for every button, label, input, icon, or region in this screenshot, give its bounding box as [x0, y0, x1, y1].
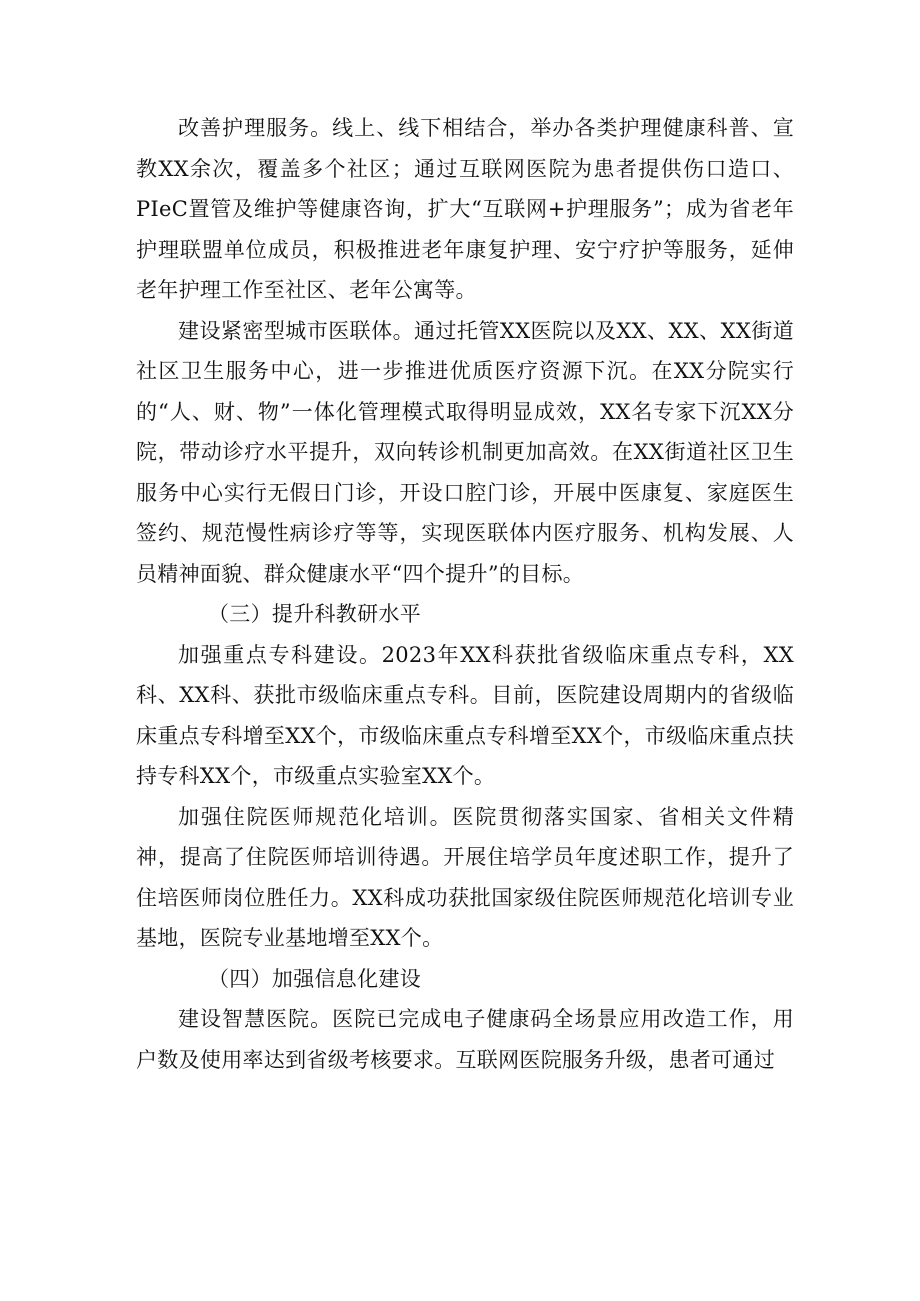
paragraph-smart-hospital: 建设智慧医院。医院已完成电子健康码全场景应用改造工作，用户数及使用率达到省级考核要求。互联网医院服务升级，患者可通过 [136, 1007, 794, 1072]
section-heading-research: （三）提升科教研水平 [208, 602, 421, 626]
paragraph-key-specialties: 加强重点专科建设。2023年XX科获批省级临床重点专科，XX科、XX科、获批市级临床重点专科。目前，医院建设周期内的省级临床重点专科增至XX个，市级临床重点专科增至XX个，市级临床重点扶持专科XX个，市级重点实验室XX个。 [136, 642, 794, 788]
paragraph-medical-consortium: 建设紧密型城市医联体。通过托管XX医院以及XX、XX、XX街道社区卫生服务中心，进一步推进优质医疗资源下沉。在XX分院实行的“人、财、物”一体化管理模式取得明显成效，XX名专家下沉XX分院，带动诊疗水平提升，双向转诊机制更加高效。在XX街道社区卫生服务中心实行无假日门诊，开设口腔门诊，开展中医康复、家庭医生签约、规范慢性病诊疗等等，实现医联体内医疗服务、机构发展、人员精神面貌、群众健康水平“四个提升”的目标。 [136, 318, 794, 586]
paragraph-nursing-service: 改善护理服务。线上、线下相结合，举办各类护理健康科普、宣教XX余次，覆盖多个社区；通过互联网医院为患者提供伤口造口、PIeC置管及维护等健康咨询，扩大“互联网+护理服务”；成为省老年护理联盟单位成员，积极推进老年康复护理、安宁疗护等服务，延伸老年护理工作至社区、老年公寓等。 [136, 116, 794, 302]
paragraph-resident-training: 加强住院医师规范化培训。医院贯彻落实国家、省相关文件精神，提高了住院医师培训待遇。开展住培学员年度述职工作，提升了住培医师岗位胜任力。XX科成功获批国家级住院医师规范化培训专业基地，医院专业基地增至XX个。 [136, 804, 794, 950]
section-heading-informatization: （四）加强信息化建设 [208, 966, 421, 991]
document-body [136, 108, 794, 1080]
